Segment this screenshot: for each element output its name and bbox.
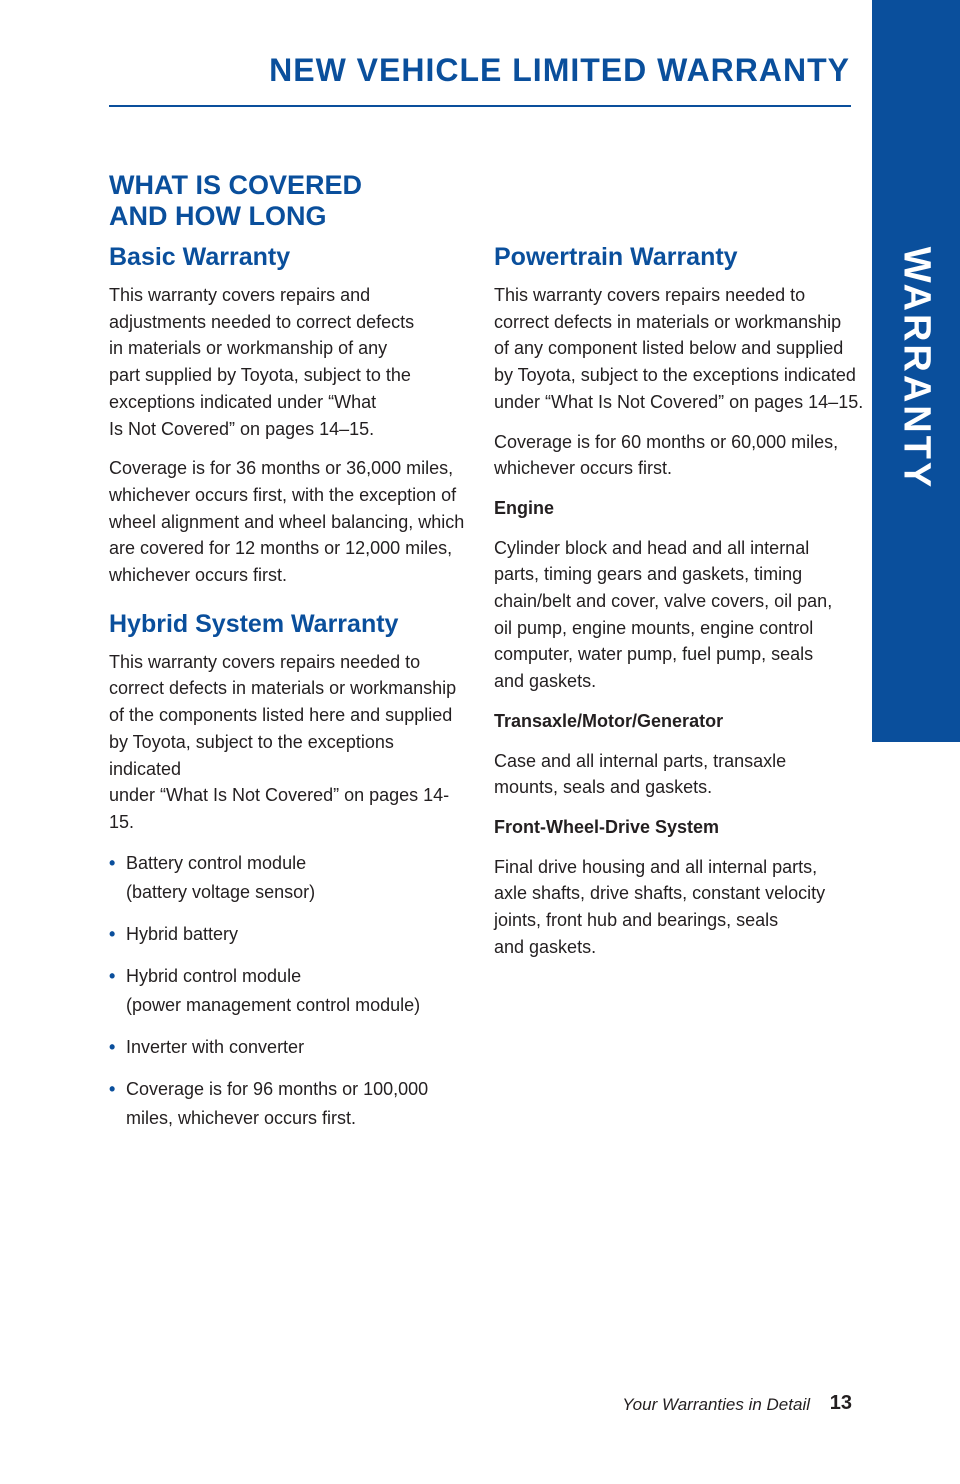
side-tab-text: WARRANTY (895, 246, 938, 490)
basic-warranty-description: This warranty covers repairs and adjustments needed to correct defects in materials or workmanship of any part supplied by Toyota, subject to the exceptions indicated under “What Is Not Covered” on pages 14–15. (109, 285, 415, 439)
page-number: 13 (829, 1392, 852, 1414)
powertrain-warranty-heading: Powertrain Warranty (494, 243, 738, 271)
list-item-text: Inverter with converter (126, 1036, 305, 1057)
list-item-text: Hybrid control module (power management control module) (126, 965, 421, 1015)
bullet-icon: • (109, 852, 116, 873)
list-item-text: Hybrid battery (126, 923, 239, 944)
list-item (109, 1033, 469, 1062)
transaxle-text: Case and all internal parts, transaxle mounts, seals and gaskets. (494, 750, 787, 798)
fwd-system-heading: Front-Wheel-Drive System (494, 816, 720, 837)
header-divider (109, 105, 851, 107)
hybrid-components-list (109, 849, 469, 1133)
list-item (109, 1075, 469, 1133)
list-item (109, 920, 469, 949)
basic-warranty-coverage: Coverage is for 36 months or 36,000 miles, whichever occurs first, with the exception of wheel alignment and wheel balancing, which are covered for 12 months or 12,000 miles, whichever occurs first. (109, 458, 465, 586)
right-column (494, 240, 864, 973)
left-column (109, 240, 469, 1146)
powertrain-warranty-coverage: Coverage is for 60 months or 60,000 miles, whichever occurs first. (494, 431, 839, 479)
bullet-icon: • (109, 1078, 116, 1099)
list-item (109, 962, 469, 1020)
footer-label: Your Warranties in Detail (622, 1395, 810, 1414)
powertrain-warranty-description: This warranty covers repairs needed to correct defects in materials or workmanship of any component listed below and supplied by Toyota, subject to the exceptions indicated under “What Is Not Covered” on pages 14–15. (494, 285, 864, 412)
bullet-icon: • (109, 923, 116, 944)
engine-text: Cylinder block and head and all internal parts, timing gears and gaskets, timing chain/belt and cover, valve covers, oil pan, oil pump, engine mounts, engine control computer, water pump, fuel pump, seals and gaskets. (494, 537, 833, 692)
bullet-icon: • (109, 965, 116, 986)
bullet-icon: • (109, 1036, 116, 1057)
list-item-text: Coverage is for 96 months or 100,000 miles, whichever occurs first. (126, 1078, 429, 1128)
hybrid-warranty-heading: Hybrid System Warranty (109, 609, 399, 638)
engine-heading: Engine (494, 497, 555, 518)
list-item-text: Battery control module (battery voltage sensor) (126, 852, 316, 902)
transaxle-heading: Transaxle/Motor/Generator (494, 710, 724, 731)
fwd-system-text: Final drive housing and all internal parts, axle shafts, drive shafts, constant velocity joints, front hub and bearings, seals and gaskets. (494, 856, 826, 957)
side-tab-label (874, 248, 958, 488)
list-item (109, 849, 469, 907)
basic-warranty-heading: Basic Warranty (109, 243, 291, 271)
hybrid-warranty-description: This warranty covers repairs needed to correct defects in materials or workmanship of the components listed here and supplied by Toyota, subject to the exceptions indicated under “What Is Not Covered” on pages 14-15. (109, 651, 457, 832)
section-title: WHAT IS COVERED AND HOW LONG (109, 170, 363, 231)
page-header-title: NEW VEHICLE LIMITED WARRANTY (269, 52, 850, 88)
